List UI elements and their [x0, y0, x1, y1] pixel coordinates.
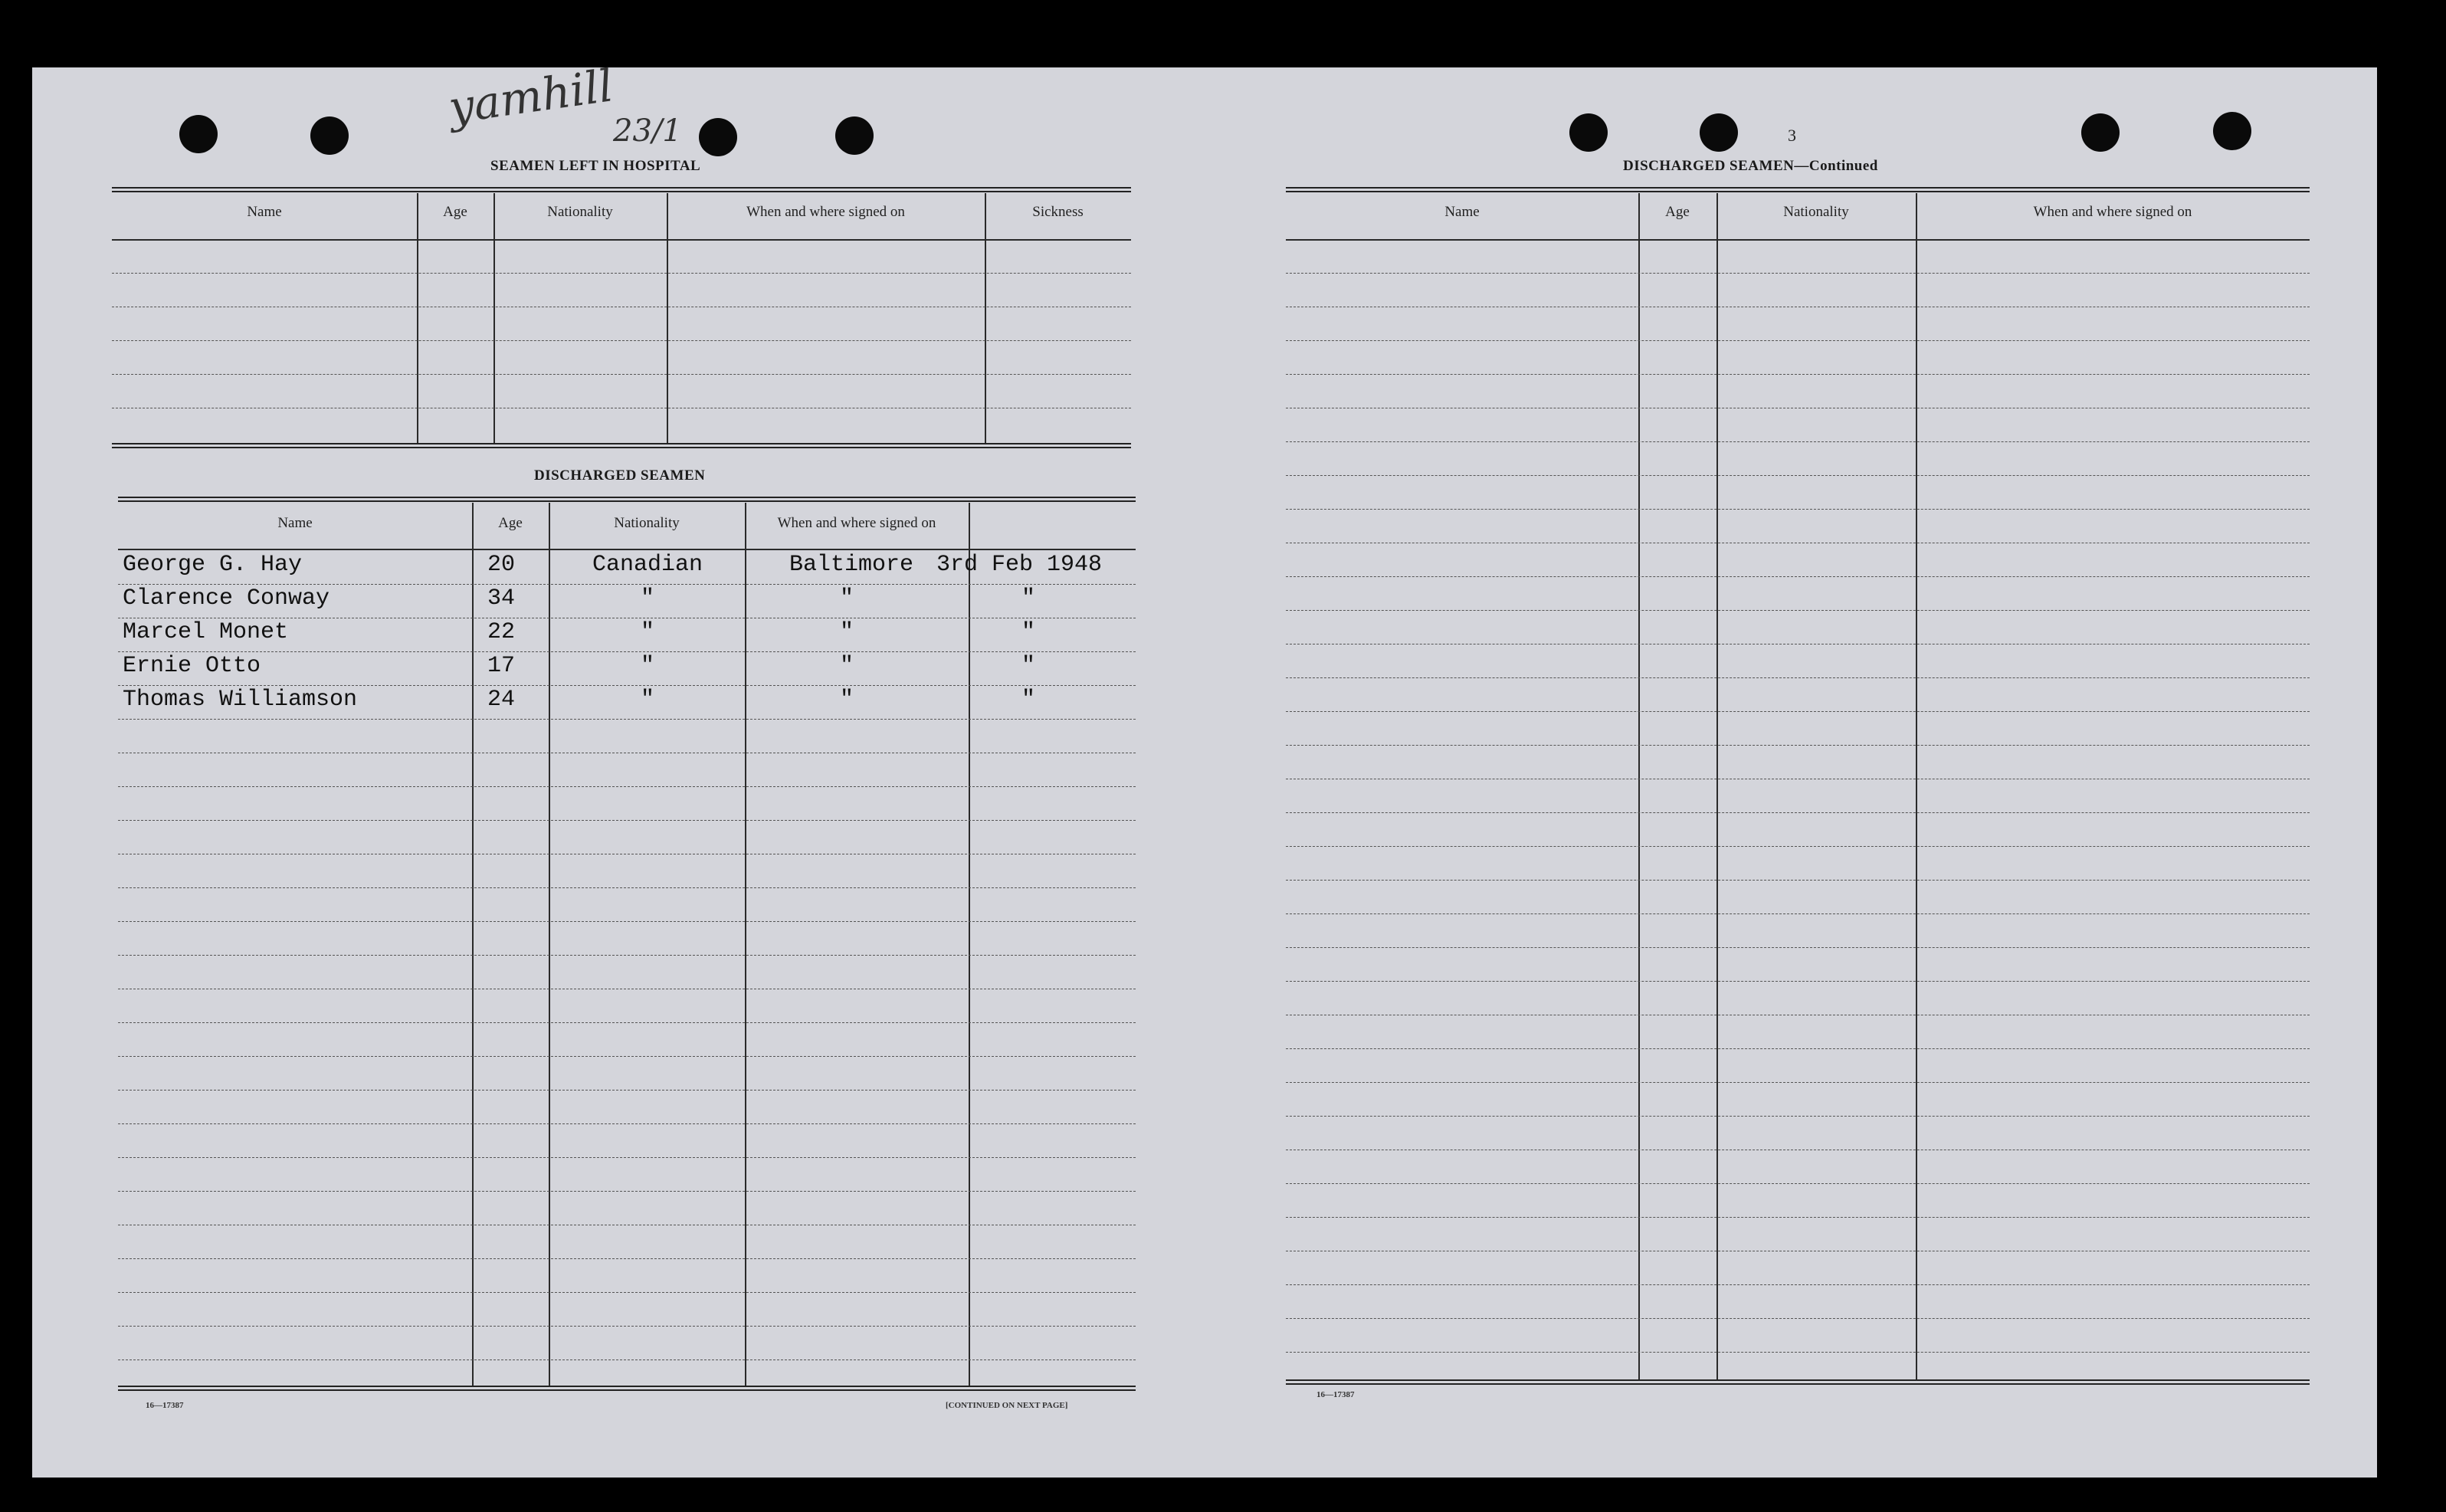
header-rule	[118, 549, 1136, 550]
seaman-nationality: "	[640, 687, 654, 713]
row-rule	[1286, 441, 2310, 442]
page-number: 3	[1788, 126, 1796, 145]
row-rule	[118, 921, 1136, 922]
column-rule	[1916, 193, 1917, 1379]
seaman-nationality: "	[640, 585, 654, 612]
row-rule	[1286, 610, 2310, 611]
seaman-name: Ernie Otto	[123, 653, 261, 679]
continued-note: [CONTINUED ON NEXT PAGE]	[946, 1401, 1068, 1410]
row-rule	[1286, 1082, 2310, 1083]
column-header: When and where signed on	[746, 204, 905, 220]
row-rule	[1286, 509, 2310, 510]
column-header: Name	[277, 515, 313, 531]
row-rule	[112, 340, 1131, 341]
right-title-main: DISCHARGED SEAMEN	[1623, 158, 1795, 174]
row-rule	[118, 1292, 1136, 1293]
row-rule	[112, 374, 1131, 375]
row-rule	[118, 887, 1136, 888]
row-rule	[1286, 913, 2310, 914]
document-sheet	[32, 67, 2377, 1478]
right-discharged-title	[1623, 158, 1878, 175]
row-rule	[1286, 711, 2310, 712]
seaman-nationality: "	[640, 653, 654, 679]
column-header: Sickness	[1032, 204, 1084, 220]
row-rule	[1286, 1116, 2310, 1117]
row-rule	[1286, 1048, 2310, 1049]
row-rule	[118, 1123, 1136, 1124]
column-rule	[667, 193, 668, 443]
hospital-title: SEAMEN LEFT IN HOSPITAL	[490, 158, 701, 174]
column-header: Nationality	[614, 515, 680, 531]
column-header: Age	[1665, 204, 1690, 220]
row-rule	[1286, 1318, 2310, 1319]
row-rule	[118, 786, 1136, 787]
row-rule	[118, 1326, 1136, 1327]
row-rule	[118, 955, 1136, 956]
row-rule	[118, 1191, 1136, 1192]
seaman-nationality: Canadian	[592, 552, 703, 578]
signed-on-date: "	[1021, 653, 1035, 679]
handwritten-number: 23/1	[613, 113, 682, 149]
row-rule	[1286, 374, 2310, 375]
header-rule	[1286, 239, 2310, 241]
punch-hole	[179, 115, 218, 153]
row-rule	[118, 1157, 1136, 1158]
punch-hole	[2081, 113, 2120, 152]
seaman-age: 34	[487, 585, 516, 612]
column-header: Age	[443, 204, 467, 220]
signed-on-place: "	[839, 687, 854, 713]
row-rule	[1286, 981, 2310, 982]
seaman-name: Clarence Conway	[123, 585, 330, 612]
punch-hole	[1700, 113, 1738, 152]
top-double-rule	[118, 497, 1136, 502]
signed-on-date: 3rd Feb 1948	[936, 552, 1103, 578]
column-header: Name	[247, 204, 282, 220]
top-double-rule	[1286, 187, 2310, 192]
seaman-name: George G. Hay	[123, 552, 303, 578]
seaman-nationality: "	[640, 619, 654, 645]
row-rule	[118, 820, 1136, 821]
row-rule	[1286, 1217, 2310, 1218]
column-rule	[985, 193, 986, 443]
column-rule	[417, 193, 418, 443]
seaman-name: Thomas Williamson	[123, 687, 358, 713]
signed-on-date: "	[1021, 619, 1035, 645]
column-header: When and where signed on	[777, 515, 936, 531]
row-rule	[118, 1258, 1136, 1259]
column-header: Nationality	[1783, 204, 1849, 220]
header-rule	[112, 239, 1131, 241]
seaman-age: 17	[487, 653, 516, 679]
row-rule	[118, 1359, 1136, 1360]
handwritten-ship-name: yamhill	[445, 59, 617, 134]
column-header: When and where signed on	[2033, 204, 2192, 220]
row-rule	[118, 1022, 1136, 1023]
right-form-number: 16—17387	[1316, 1390, 1355, 1399]
signed-on-place: Baltimore	[789, 552, 914, 578]
seaman-name: Marcel Monet	[123, 619, 289, 645]
seaman-age: 24	[487, 687, 516, 713]
top-double-rule	[112, 187, 1131, 192]
signed-on-place: "	[839, 653, 854, 679]
row-rule	[112, 273, 1131, 274]
column-header: Nationality	[547, 204, 613, 220]
row-rule	[118, 719, 1136, 720]
row-rule	[1286, 273, 2310, 274]
bottom-double-rule	[1286, 1379, 2310, 1385]
row-rule	[1286, 475, 2310, 476]
bottom-double-rule	[112, 443, 1131, 448]
form-number: 16—17387	[146, 1401, 184, 1410]
signed-on-place: "	[839, 619, 854, 645]
column-header: Age	[498, 515, 523, 531]
punch-hole	[310, 116, 349, 155]
column-header: Name	[1444, 204, 1480, 220]
row-rule	[1286, 1284, 2310, 1285]
row-rule	[1286, 340, 2310, 341]
row-rule	[118, 1090, 1136, 1091]
punch-hole	[2213, 112, 2251, 150]
bottom-double-rule	[118, 1386, 1136, 1391]
row-rule	[118, 651, 1136, 652]
column-rule	[1716, 193, 1718, 1379]
column-rule	[472, 503, 474, 1386]
column-rule	[745, 503, 746, 1386]
row-rule	[1286, 947, 2310, 948]
punch-hole	[1569, 113, 1608, 152]
row-rule	[1286, 745, 2310, 746]
row-rule	[1286, 846, 2310, 847]
column-rule	[493, 193, 495, 443]
row-rule	[1286, 677, 2310, 678]
row-rule	[1286, 1183, 2310, 1184]
row-rule	[118, 685, 1136, 686]
row-rule	[1286, 880, 2310, 881]
row-rule	[1286, 812, 2310, 813]
seaman-age: 20	[487, 552, 516, 578]
row-rule	[1286, 1352, 2310, 1353]
signed-on-place: "	[839, 585, 854, 612]
punch-hole	[699, 118, 737, 156]
row-rule	[118, 1056, 1136, 1057]
row-rule	[1286, 576, 2310, 577]
right-title-continued: —Continued	[1794, 158, 1878, 174]
discharged-title: DISCHARGED SEAMEN	[534, 467, 706, 484]
seaman-age: 22	[487, 619, 516, 645]
row-rule	[118, 584, 1136, 585]
signed-on-date: "	[1021, 585, 1035, 612]
column-rule	[1638, 193, 1640, 1379]
punch-hole	[835, 116, 874, 155]
column-rule	[549, 503, 550, 1386]
signed-on-date: "	[1021, 687, 1035, 713]
